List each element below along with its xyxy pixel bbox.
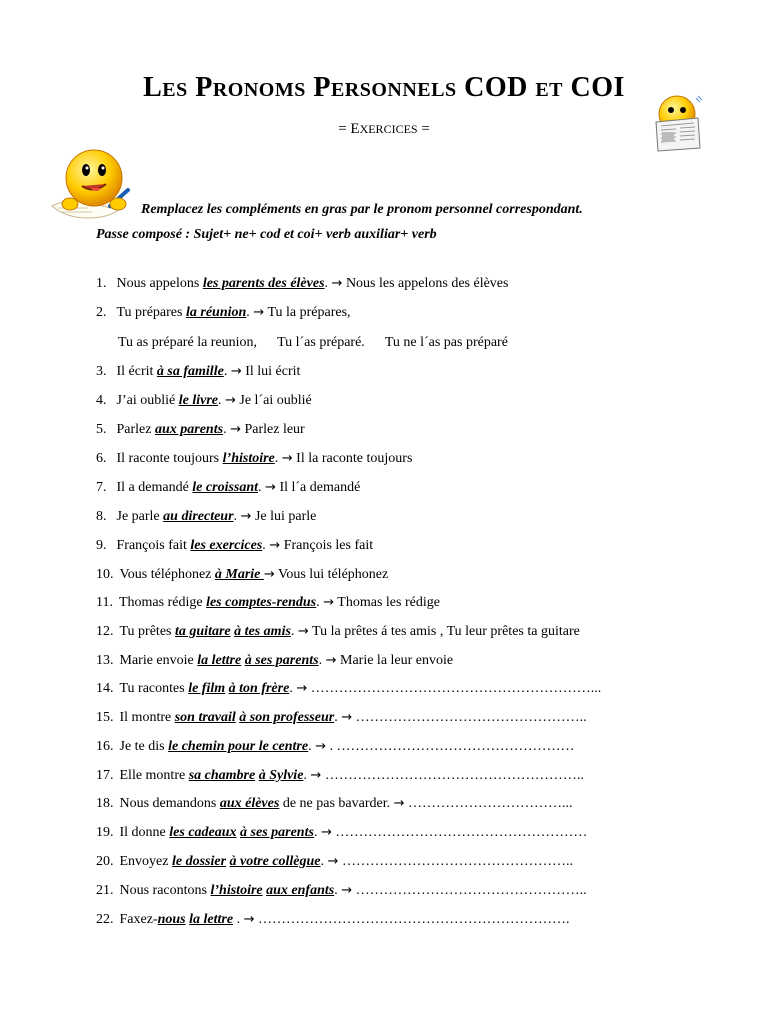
page-title: LES PRONOMS PERSONNELS COD ET COI [143, 72, 625, 103]
arrow-icon: → [230, 364, 242, 379]
exercise-item [96, 681, 601, 701]
item-number: 19. [96, 825, 114, 840]
item-answer: Il la raconte toujours [292, 451, 413, 466]
item-answer: . …………………………………………… [326, 739, 575, 754]
item-complement: aux élèves [219, 796, 280, 811]
item-punctuation: . [233, 912, 244, 927]
item-punctuation: . [262, 538, 270, 553]
item-complement: à sa famille [156, 364, 224, 379]
exercise-item [96, 364, 300, 384]
item-complement: son travail [174, 710, 236, 725]
item-answer: Je l´ai oublié [235, 393, 312, 408]
arrow-icon: → [253, 305, 265, 320]
item-punctuation: . [303, 768, 311, 783]
exercise-item [96, 912, 569, 932]
item-number: 4. [96, 393, 107, 408]
item-answer: Nous les appelons des élèves [342, 276, 509, 291]
arrow-icon: → [281, 451, 293, 466]
item-complement-2: à ses parents [240, 825, 314, 840]
item-number: 8. [96, 509, 107, 524]
item-number: 21. [96, 883, 114, 898]
item-number: 13. [96, 653, 114, 668]
item-complement: sa chambre [188, 768, 256, 783]
item-number: 2. [96, 305, 107, 320]
item-complement-2: à son professeur [239, 710, 335, 725]
item-complement-2: à ton frère [228, 681, 290, 696]
item-complement-2: la lettre [189, 912, 234, 927]
reading-newspaper-smiley-icon [648, 94, 706, 152]
item-answer: Je lui parle [251, 509, 317, 524]
item-punctuation: . [334, 883, 342, 898]
item-complement: les cadeaux [169, 825, 237, 840]
item-number: 12. [96, 624, 114, 639]
page-subtitle: = EXERCICES = [338, 121, 430, 137]
item-sentence: Il montre [119, 710, 175, 725]
item-answer: Parlez leur [240, 422, 305, 437]
item-answer: Marie la leur envoie [336, 653, 454, 668]
exercise-item [96, 451, 412, 471]
item-complement: à Marie [214, 567, 264, 582]
arrow-icon: → [224, 393, 236, 408]
arrow-icon: → [230, 422, 241, 437]
item-sentence: Nous demandons [119, 796, 220, 811]
extra-answer: Tu ne l´as pas préparé [384, 335, 508, 350]
item-answer: Tu la prêtes á tes amis , Tu leur prêtes ta guitare [308, 624, 580, 639]
item-complement: ta guitare [175, 624, 231, 639]
extra-answer: Tu as préparé la reunion, [118, 335, 258, 350]
item-answer: ……………………………………………………... [307, 681, 602, 696]
item-punctuation: . [320, 854, 328, 869]
item-answer: Vous lui téléphonez [274, 567, 389, 582]
item-answer: ……………………………... [404, 796, 573, 811]
arrow-icon: → [327, 854, 339, 869]
exercise-item [96, 768, 584, 788]
item-complement-2: à tes amis [234, 624, 291, 639]
exercise-item [96, 595, 440, 615]
item-complement: le livre [178, 393, 218, 408]
arrow-icon: → [296, 681, 308, 696]
arrow-icon: → [243, 912, 255, 927]
item-answer: Il l´a demandé [275, 480, 361, 495]
item-complement-2: à ses parents [244, 653, 319, 668]
item-punctuation: . [223, 364, 231, 379]
arrow-icon: → [320, 825, 332, 840]
item-complement: les exercices [190, 538, 263, 553]
instruction-line: Remplacez les compléments en gras par le pronom personnel correspondant. [141, 202, 583, 217]
arrow-icon: → [341, 710, 353, 725]
arrow-icon: → [240, 509, 252, 524]
exercise-item [96, 710, 587, 730]
item-punctuation: . [233, 509, 241, 524]
item-complement: les comptes-rendus [206, 595, 317, 610]
item-punctuation: . [274, 451, 282, 466]
exercise-item [96, 624, 580, 644]
item-punctuation: . [386, 796, 394, 811]
item-2-extra-answers [118, 335, 528, 351]
item-sentence-middle: de ne pas bavarder [279, 796, 387, 811]
arrow-icon: → [331, 276, 343, 291]
item-sentence: Marie envoie [119, 653, 198, 668]
exercise-item [96, 276, 508, 296]
item-punctuation: . [318, 653, 326, 668]
item-sentence: Tu prêtes [119, 624, 175, 639]
item-punctuation: . [217, 393, 225, 408]
arrow-icon: → [263, 567, 275, 582]
item-number: 6. [96, 451, 107, 466]
item-punctuation: . [289, 681, 297, 696]
item-complement: l’histoire [210, 883, 263, 898]
item-complement: le film [188, 681, 226, 696]
writing-smiley-icon [48, 148, 136, 222]
item-sentence: Elle montre [119, 768, 189, 783]
item-sentence: Il écrit [116, 364, 157, 379]
exercise-item [96, 393, 312, 413]
item-number: 1. [96, 276, 107, 291]
item-answer: Il lui écrit [241, 364, 301, 379]
arrow-icon: → [265, 480, 276, 495]
item-number: 7. [96, 480, 107, 495]
item-complement-2: à Sylvie [258, 768, 304, 783]
exercise-item [96, 796, 573, 816]
item-sentence: Faxez- [119, 912, 158, 927]
item-number: 15. [96, 710, 114, 725]
item-sentence: Nous appelons [116, 276, 203, 291]
item-number: 20. [96, 854, 114, 869]
arrow-icon: → [315, 739, 327, 754]
exercise-item [96, 825, 587, 845]
item-sentence: Tu prépares [116, 305, 186, 320]
item-sentence: Il raconte toujours [116, 451, 223, 466]
item-answer: Tu la prépares, [264, 305, 351, 320]
item-complement: les parents des élèves [202, 276, 325, 291]
item-punctuation: . [246, 305, 254, 320]
item-answer: Thomas les rédige [334, 595, 440, 610]
item-number: 16. [96, 739, 114, 754]
exercise-item [96, 653, 453, 673]
item-number: 9. [96, 538, 107, 553]
exercise-item [96, 538, 373, 558]
item-complement: le croissant [192, 480, 259, 495]
exercise-item [96, 509, 316, 529]
item-number: 3. [96, 364, 107, 379]
item-sentence: Il donne [119, 825, 170, 840]
item-punctuation: . [290, 624, 298, 639]
item-number: 11. [96, 595, 113, 610]
item-punctuation: . [316, 595, 324, 610]
item-complement: l’histoire [222, 451, 275, 466]
item-sentence: Vous téléphonez [119, 567, 215, 582]
item-number: 22. [96, 912, 114, 927]
item-complement: nous [157, 912, 186, 927]
extra-answer: Tu l´as préparé. [277, 335, 365, 350]
item-sentence: J’ai oublié [116, 393, 179, 408]
exercise-item [96, 739, 575, 759]
item-answer: ……………………………………………….. [321, 768, 584, 783]
item-complement-2: aux enfants [266, 883, 335, 898]
arrow-icon: → [310, 768, 322, 783]
item-number: 14. [96, 681, 114, 696]
instruction-formula: Passe composé : Sujet+ ne+ cod et coi+ verb auxiliar+ verb [96, 227, 437, 242]
item-sentence: Parlez [116, 422, 155, 437]
item-answer: François les fait [280, 538, 374, 553]
exercise-item [96, 567, 388, 587]
item-complement: la réunion [185, 305, 247, 320]
item-sentence: Nous racontons [119, 883, 211, 898]
item-punctuation: . [324, 276, 332, 291]
item-number: 17. [96, 768, 114, 783]
arrow-icon: → [323, 595, 335, 610]
arrow-icon: → [269, 538, 281, 553]
item-answer: ………………………………………….. [338, 854, 573, 869]
item-punctuation: . [258, 480, 266, 495]
arrow-icon: → [341, 883, 353, 898]
exercise-item [96, 883, 587, 903]
item-answer: …………………………………………………………. [254, 912, 570, 927]
arrow-icon: → [393, 796, 405, 811]
arrow-icon: → [297, 624, 309, 639]
item-complement: le chemin pour le centre [168, 739, 309, 754]
item-sentence: Je te dis [119, 739, 169, 754]
arrow-icon: → [325, 653, 337, 668]
item-answer: ………………………………………….. [352, 710, 587, 725]
item-punctuation: . [313, 825, 321, 840]
exercise-item [96, 854, 573, 874]
item-answer: ………………………………………….. [352, 883, 587, 898]
item-complement: au directeur [163, 509, 234, 524]
item-sentence: François fait [116, 538, 191, 553]
item-sentence: Thomas rédige [118, 595, 207, 610]
item-number: 10. [96, 567, 114, 582]
item-complement: le dossier [171, 854, 227, 869]
item-number: 5. [96, 422, 107, 437]
item-sentence: Envoyez [119, 854, 172, 869]
exercise-item [96, 422, 305, 442]
exercise-item [96, 305, 351, 325]
item-complement: aux parents [154, 422, 224, 437]
exercise-item [96, 480, 360, 500]
item-sentence: Je parle [116, 509, 164, 524]
item-complement: la lettre [197, 653, 242, 668]
item-answer: ……………………………………………… [331, 825, 588, 840]
item-punctuation: . [308, 739, 316, 754]
item-punctuation: . [334, 710, 342, 725]
item-complement-2: à votre collègue [229, 854, 321, 869]
item-number: 18. [96, 796, 114, 811]
item-punctuation: . [223, 422, 231, 437]
item-sentence: Tu racontes [119, 681, 189, 696]
item-sentence: Il a demandé [116, 480, 193, 495]
